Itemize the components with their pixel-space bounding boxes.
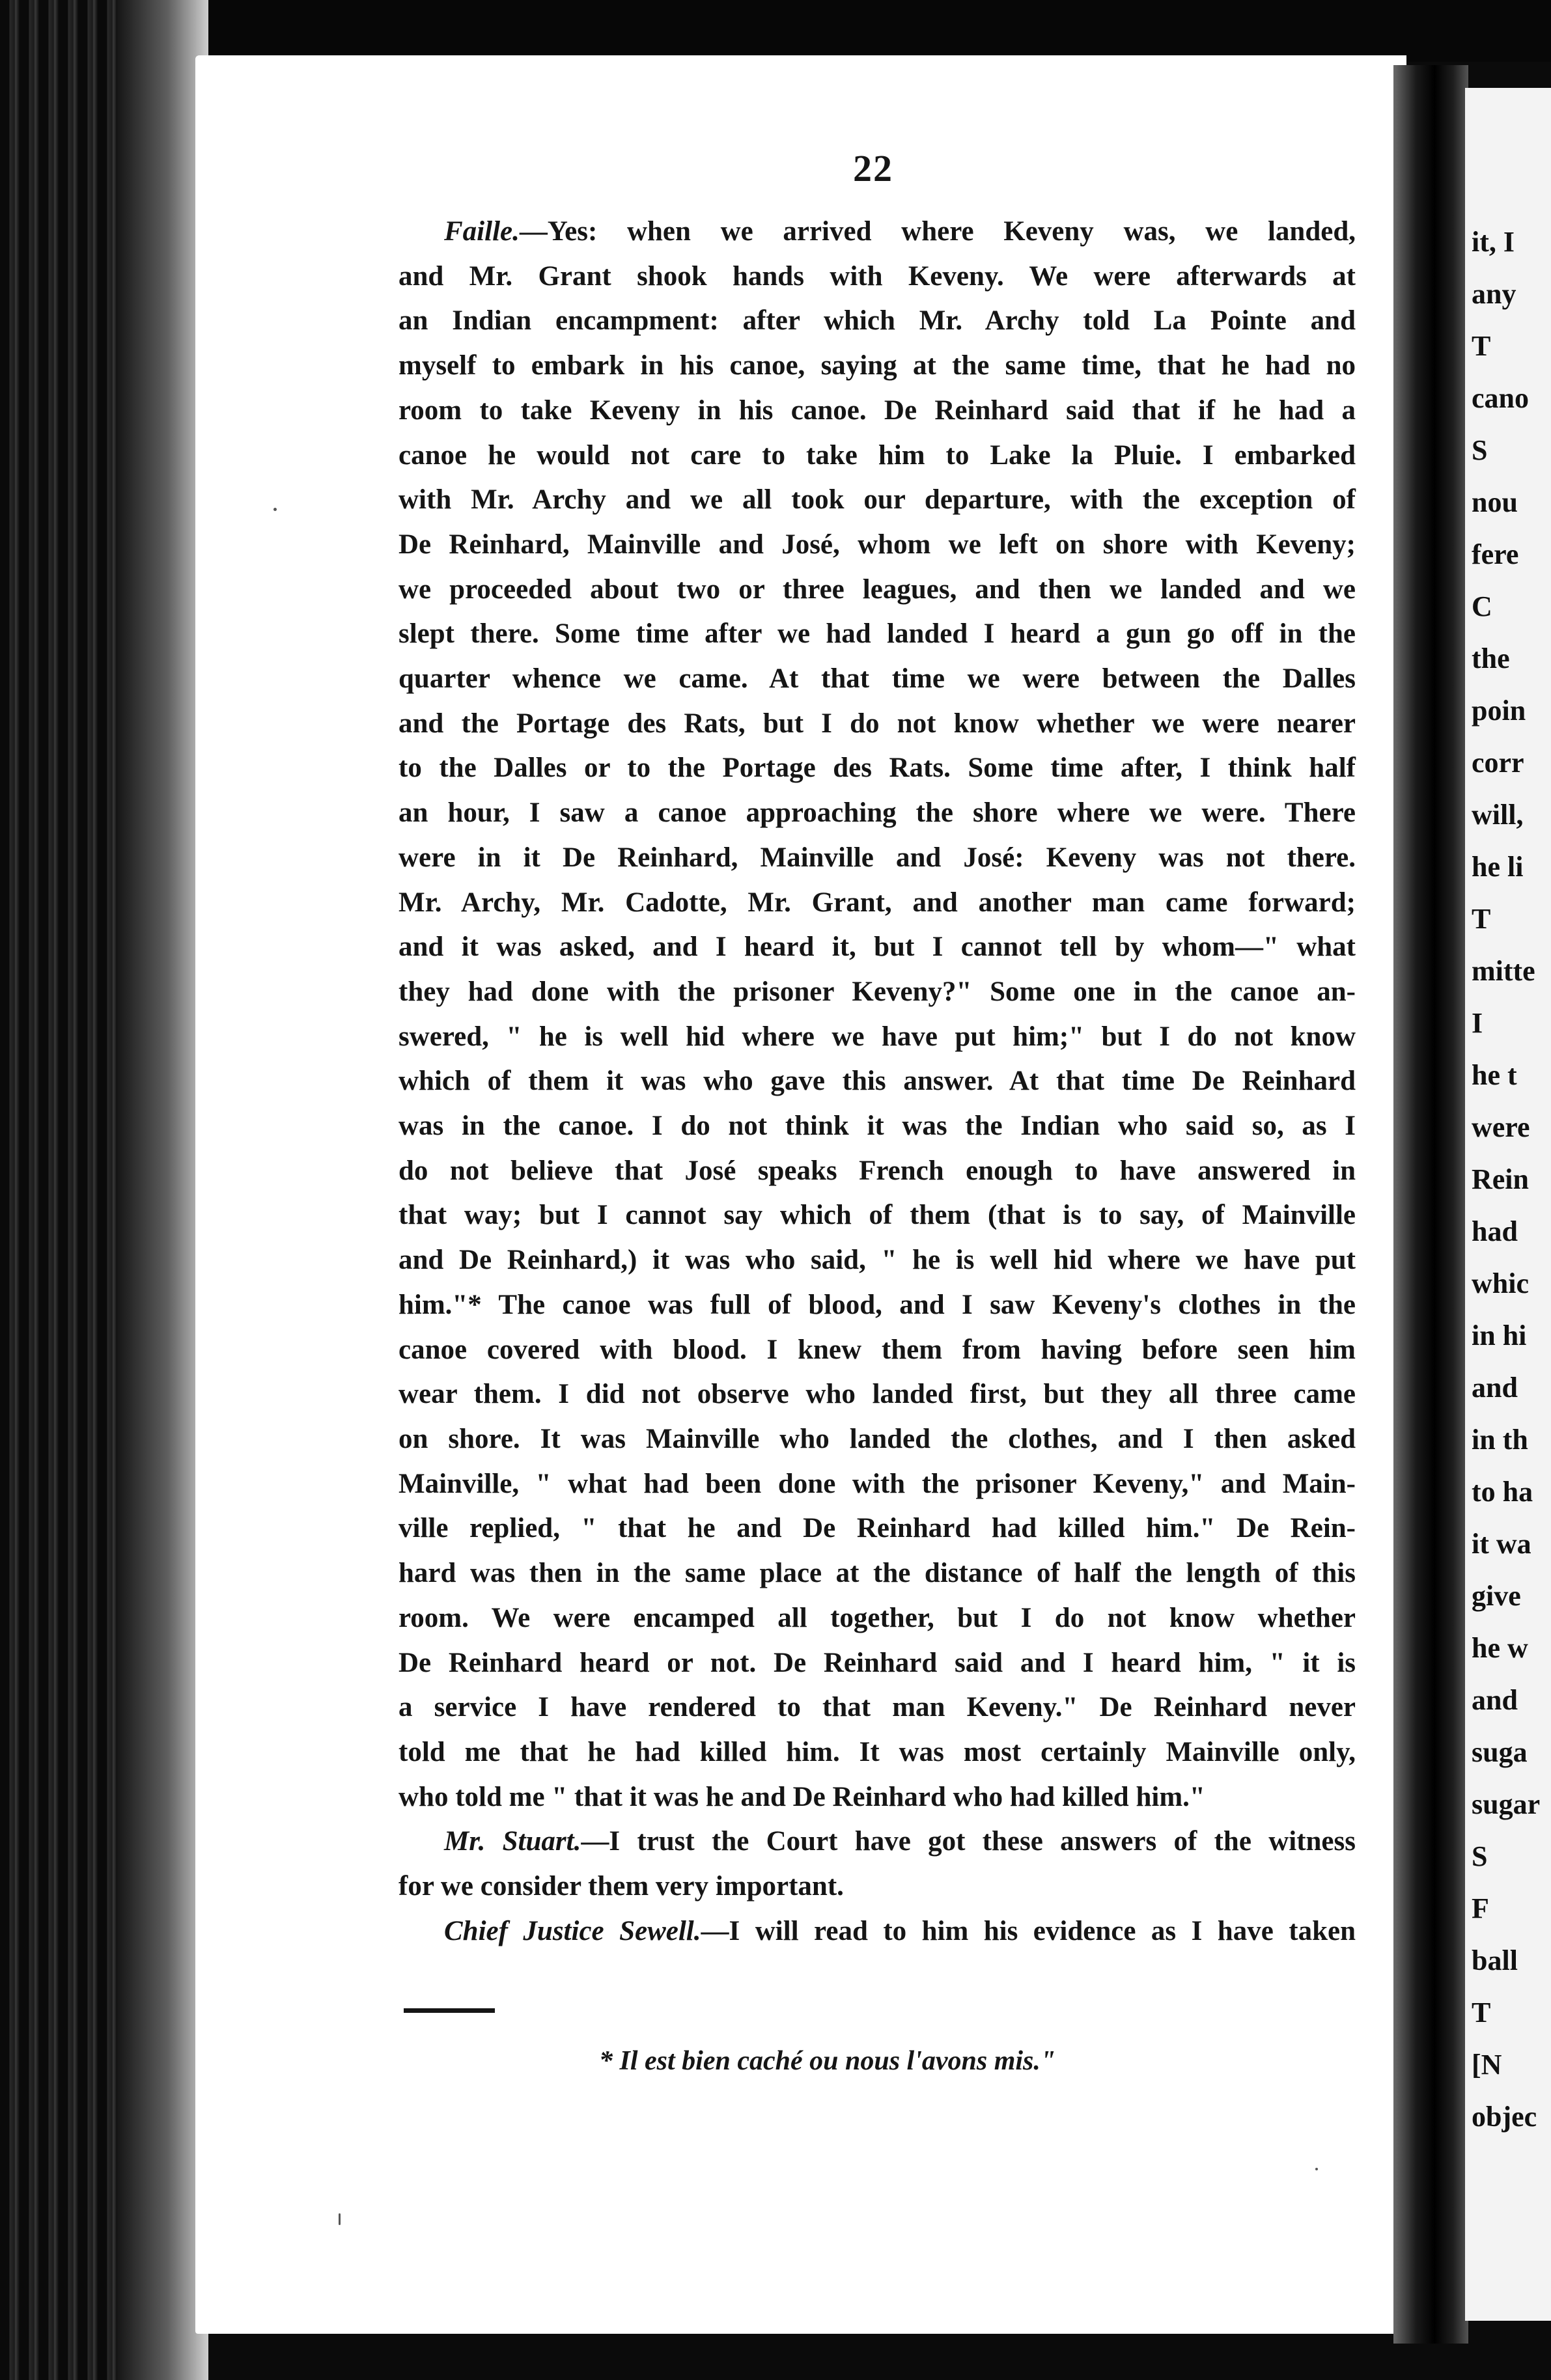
facing-page-fragment: mitte	[1472, 955, 1535, 987]
line-text: —Yes: when we arrived where Keveny was, we landed,	[519, 216, 1356, 247]
facing-page-fragment: poin	[1472, 695, 1526, 726]
footnote: * Il est bien caché ou nous l'avons mis."	[599, 2046, 1056, 2076]
line-text: do not believe that José speaks French enough to have answered in	[398, 1155, 1356, 1186]
line-text: swered, " he is well hid where we have put him;" but I do not know	[398, 1021, 1356, 1052]
facing-page-fragment: the	[1472, 643, 1510, 674]
text-line	[398, 299, 1356, 344]
facing-page-fragment: were	[1472, 1111, 1530, 1143]
facing-page-fragment: suga	[1472, 1736, 1528, 1768]
scanner-top-band	[0, 0, 1551, 62]
text-line	[398, 612, 1356, 657]
line-text: an Indian encampment: after which Mr. Archy told La Pointe and	[398, 305, 1356, 337]
facing-page-fragment: objec	[1472, 2101, 1537, 2133]
facing-page-fragment: cano	[1472, 382, 1529, 414]
text-line	[398, 210, 1356, 255]
facing-page-fragment: in hi	[1472, 1320, 1527, 1351]
facing-page-fragment: whic	[1472, 1267, 1529, 1299]
line-text: Mr. Archy, Mr. Cadotte, Mr. Grant, and another man came forward;	[398, 887, 1356, 918]
text-line	[398, 1864, 1356, 1909]
facing-page-fragment: T	[1472, 903, 1491, 935]
text-line	[398, 1015, 1356, 1060]
line-text: slept there. Some time after we had landed I heard a gun go off in the	[398, 618, 1356, 650]
facing-page-fragment: sugar	[1472, 1788, 1541, 1820]
facing-page-fragment: he li	[1472, 851, 1524, 883]
facing-page-fragment: give	[1472, 1580, 1521, 1612]
line-text: for we consider them very important.	[398, 1871, 844, 1902]
line-text: hard was then in the same place at the distance of half the length of this	[398, 1558, 1356, 1589]
facing-page-fragment: and	[1472, 1684, 1518, 1716]
facing-page-fragment: to ha	[1472, 1476, 1533, 1508]
facing-page-fragment: ball	[1472, 1944, 1518, 1976]
line-text: —I will read to him his evidence as I have taken	[701, 1915, 1356, 1946]
facing-page-fragment: will,	[1472, 799, 1524, 831]
text-line	[398, 1372, 1356, 1417]
text-line	[398, 1462, 1356, 1507]
text-line	[398, 970, 1356, 1015]
line-text: and De Reinhard,) it was who said, " he is well hid where we have put	[398, 1245, 1356, 1276]
line-text: ville replied, " that he and De Reinhard had killed him." De Rein-	[398, 1513, 1356, 1544]
line-text: with Mr. Archy and we all took our departure, with the exception of	[398, 484, 1356, 516]
text-line	[398, 344, 1356, 389]
facing-page-fragment: corr	[1472, 747, 1524, 779]
line-text: to the Dalles or to the Portage des Rats. Some time after, I think half	[398, 753, 1356, 784]
text-line	[398, 925, 1356, 970]
facing-page-fragment: T	[1472, 330, 1491, 362]
facing-page-fragment: nou	[1472, 486, 1518, 518]
speaker-name: Chief Justice Sewell.	[444, 1915, 701, 1946]
facing-page-fragment: I	[1472, 1007, 1483, 1039]
line-text: we proceeded about two or three leagues, and then we landed and we	[398, 574, 1356, 605]
facing-page-fragment: he w	[1472, 1632, 1528, 1664]
line-text: and it was asked, and I heard it, but I cannot tell by whom—" what	[398, 932, 1356, 963]
text-line	[398, 791, 1356, 836]
text-line	[398, 523, 1356, 568]
text-line	[398, 1909, 1356, 1954]
facing-page-fragment: S	[1472, 434, 1488, 466]
scan-speck	[273, 508, 277, 511]
facing-page-fragment: in th	[1472, 1424, 1528, 1456]
line-text: and Mr. Grant shook hands with Keveny. We were afterwards at	[398, 260, 1356, 292]
facing-page-fragment: it, I	[1472, 226, 1515, 258]
line-text: room. We were encamped all together, but I do not know whether	[398, 1602, 1356, 1633]
page-body-text	[398, 210, 1356, 1954]
line-text: and the Portage des Rats, but I do not know whether we were nearer	[398, 708, 1356, 739]
line-text: told me that he had killed him. It was most certainly Mainville only,	[398, 1736, 1356, 1767]
line-text: were in it De Reinhard, Mainville and José: Keveny was not there.	[398, 842, 1356, 873]
line-text: wear them. I did not observe who landed first, but they all three came	[398, 1379, 1356, 1410]
line-text: who told me " that it was he and De Reinhard who had killed him."	[398, 1781, 1205, 1812]
text-line	[398, 1551, 1356, 1596]
speaker-name: Mr. Stuart.	[444, 1826, 581, 1857]
facing-page-fragment: C	[1472, 590, 1492, 622]
line-text: canoe covered with blood. I knew them from having before seen him	[398, 1334, 1356, 1365]
line-text: canoe he would not care to take him to Lake la Pluie. I embarked	[398, 439, 1356, 471]
facing-page-fragment: fere	[1472, 538, 1519, 570]
text-line	[398, 657, 1356, 702]
line-text: quarter whence we came. At that time we were between the Dalles	[398, 663, 1356, 695]
text-line	[398, 1417, 1356, 1462]
facing-page-fragment: he t	[1472, 1059, 1517, 1091]
text-line	[398, 1104, 1356, 1149]
facing-page	[1465, 88, 1551, 2321]
text-line	[398, 389, 1356, 434]
text-line	[398, 1775, 1356, 1820]
text-line	[398, 568, 1356, 613]
facing-page-fragment: Rein	[1472, 1163, 1529, 1195]
footnote-rule	[404, 2008, 495, 2013]
line-text: which of them it was who gave this answer. At that time De Reinhard	[398, 1066, 1356, 1097]
text-line	[398, 1283, 1356, 1328]
line-text: they had done with the prisoner Keveny?" Some one in the canoe an-	[398, 976, 1356, 1007]
text-line	[398, 1641, 1356, 1686]
text-line	[398, 1149, 1356, 1194]
text-line	[398, 478, 1356, 523]
text-line	[398, 434, 1356, 478]
text-line	[398, 1685, 1356, 1730]
line-text: —I trust the Court have got these answers of the witness	[581, 1826, 1356, 1857]
speaker-name: Faille.	[444, 216, 520, 247]
facing-page-fragment: [N	[1472, 2049, 1502, 2081]
text-line	[398, 1506, 1356, 1551]
line-text: De Reinhard, Mainville and José, whom we left on shore with Keveny;	[398, 529, 1356, 560]
facing-page-fragment: F	[1472, 1892, 1489, 1924]
book-gutter	[1393, 65, 1468, 2344]
line-text: on shore. It was Mainville who landed the clothes, and I then asked	[398, 1423, 1356, 1454]
line-text: an hour, I saw a canoe approaching the shore where we were. There	[398, 797, 1356, 829]
text-line	[398, 1730, 1356, 1775]
text-line	[398, 1596, 1356, 1641]
line-text: room to take Keveny in his canoe. De Reinhard said that if he had a	[398, 394, 1356, 426]
line-text: Mainville, " what had been done with the prisoner Keveny," and Main-	[398, 1468, 1356, 1499]
scan-speck	[1315, 2168, 1318, 2170]
text-line	[398, 255, 1356, 299]
line-text: myself to embark in his canoe, saying at the same time, that he had no	[398, 350, 1356, 381]
line-text: him."* The canoe was full of blood, and I saw Keveny's clothes in the	[398, 1289, 1356, 1320]
book-page-edge-shadow	[117, 0, 208, 2380]
line-text: was in the canoe. I do not think it was the Indian who said so, as I	[398, 1111, 1356, 1142]
scan-speck	[339, 2213, 341, 2225]
facing-page-fragment: S	[1472, 1840, 1488, 1872]
text-line	[398, 702, 1356, 747]
line-text: that way; but I cannot say which of them (that is to say, of Mainville	[398, 1200, 1356, 1231]
text-line	[398, 1238, 1356, 1283]
facing-page-fragment: it wa	[1472, 1528, 1531, 1560]
text-line	[398, 1059, 1356, 1104]
facing-page-fragment: any	[1472, 278, 1516, 310]
text-line	[398, 1820, 1356, 1864]
text-line	[398, 836, 1356, 881]
facing-page-fragment: had	[1472, 1215, 1518, 1247]
text-line	[398, 881, 1356, 926]
line-text: a service I have rendered to that man Keveny." De Reinhard never	[398, 1692, 1356, 1723]
facing-page-fragment: T	[1472, 1997, 1491, 2028]
facing-page-fragment: and	[1472, 1372, 1518, 1404]
line-text: De Reinhard heard or not. De Reinhard said and I heard him, " it is	[398, 1647, 1356, 1678]
text-line	[398, 1193, 1356, 1238]
text-line	[398, 1328, 1356, 1373]
text-line	[398, 746, 1356, 791]
page-number: 22	[853, 147, 893, 189]
